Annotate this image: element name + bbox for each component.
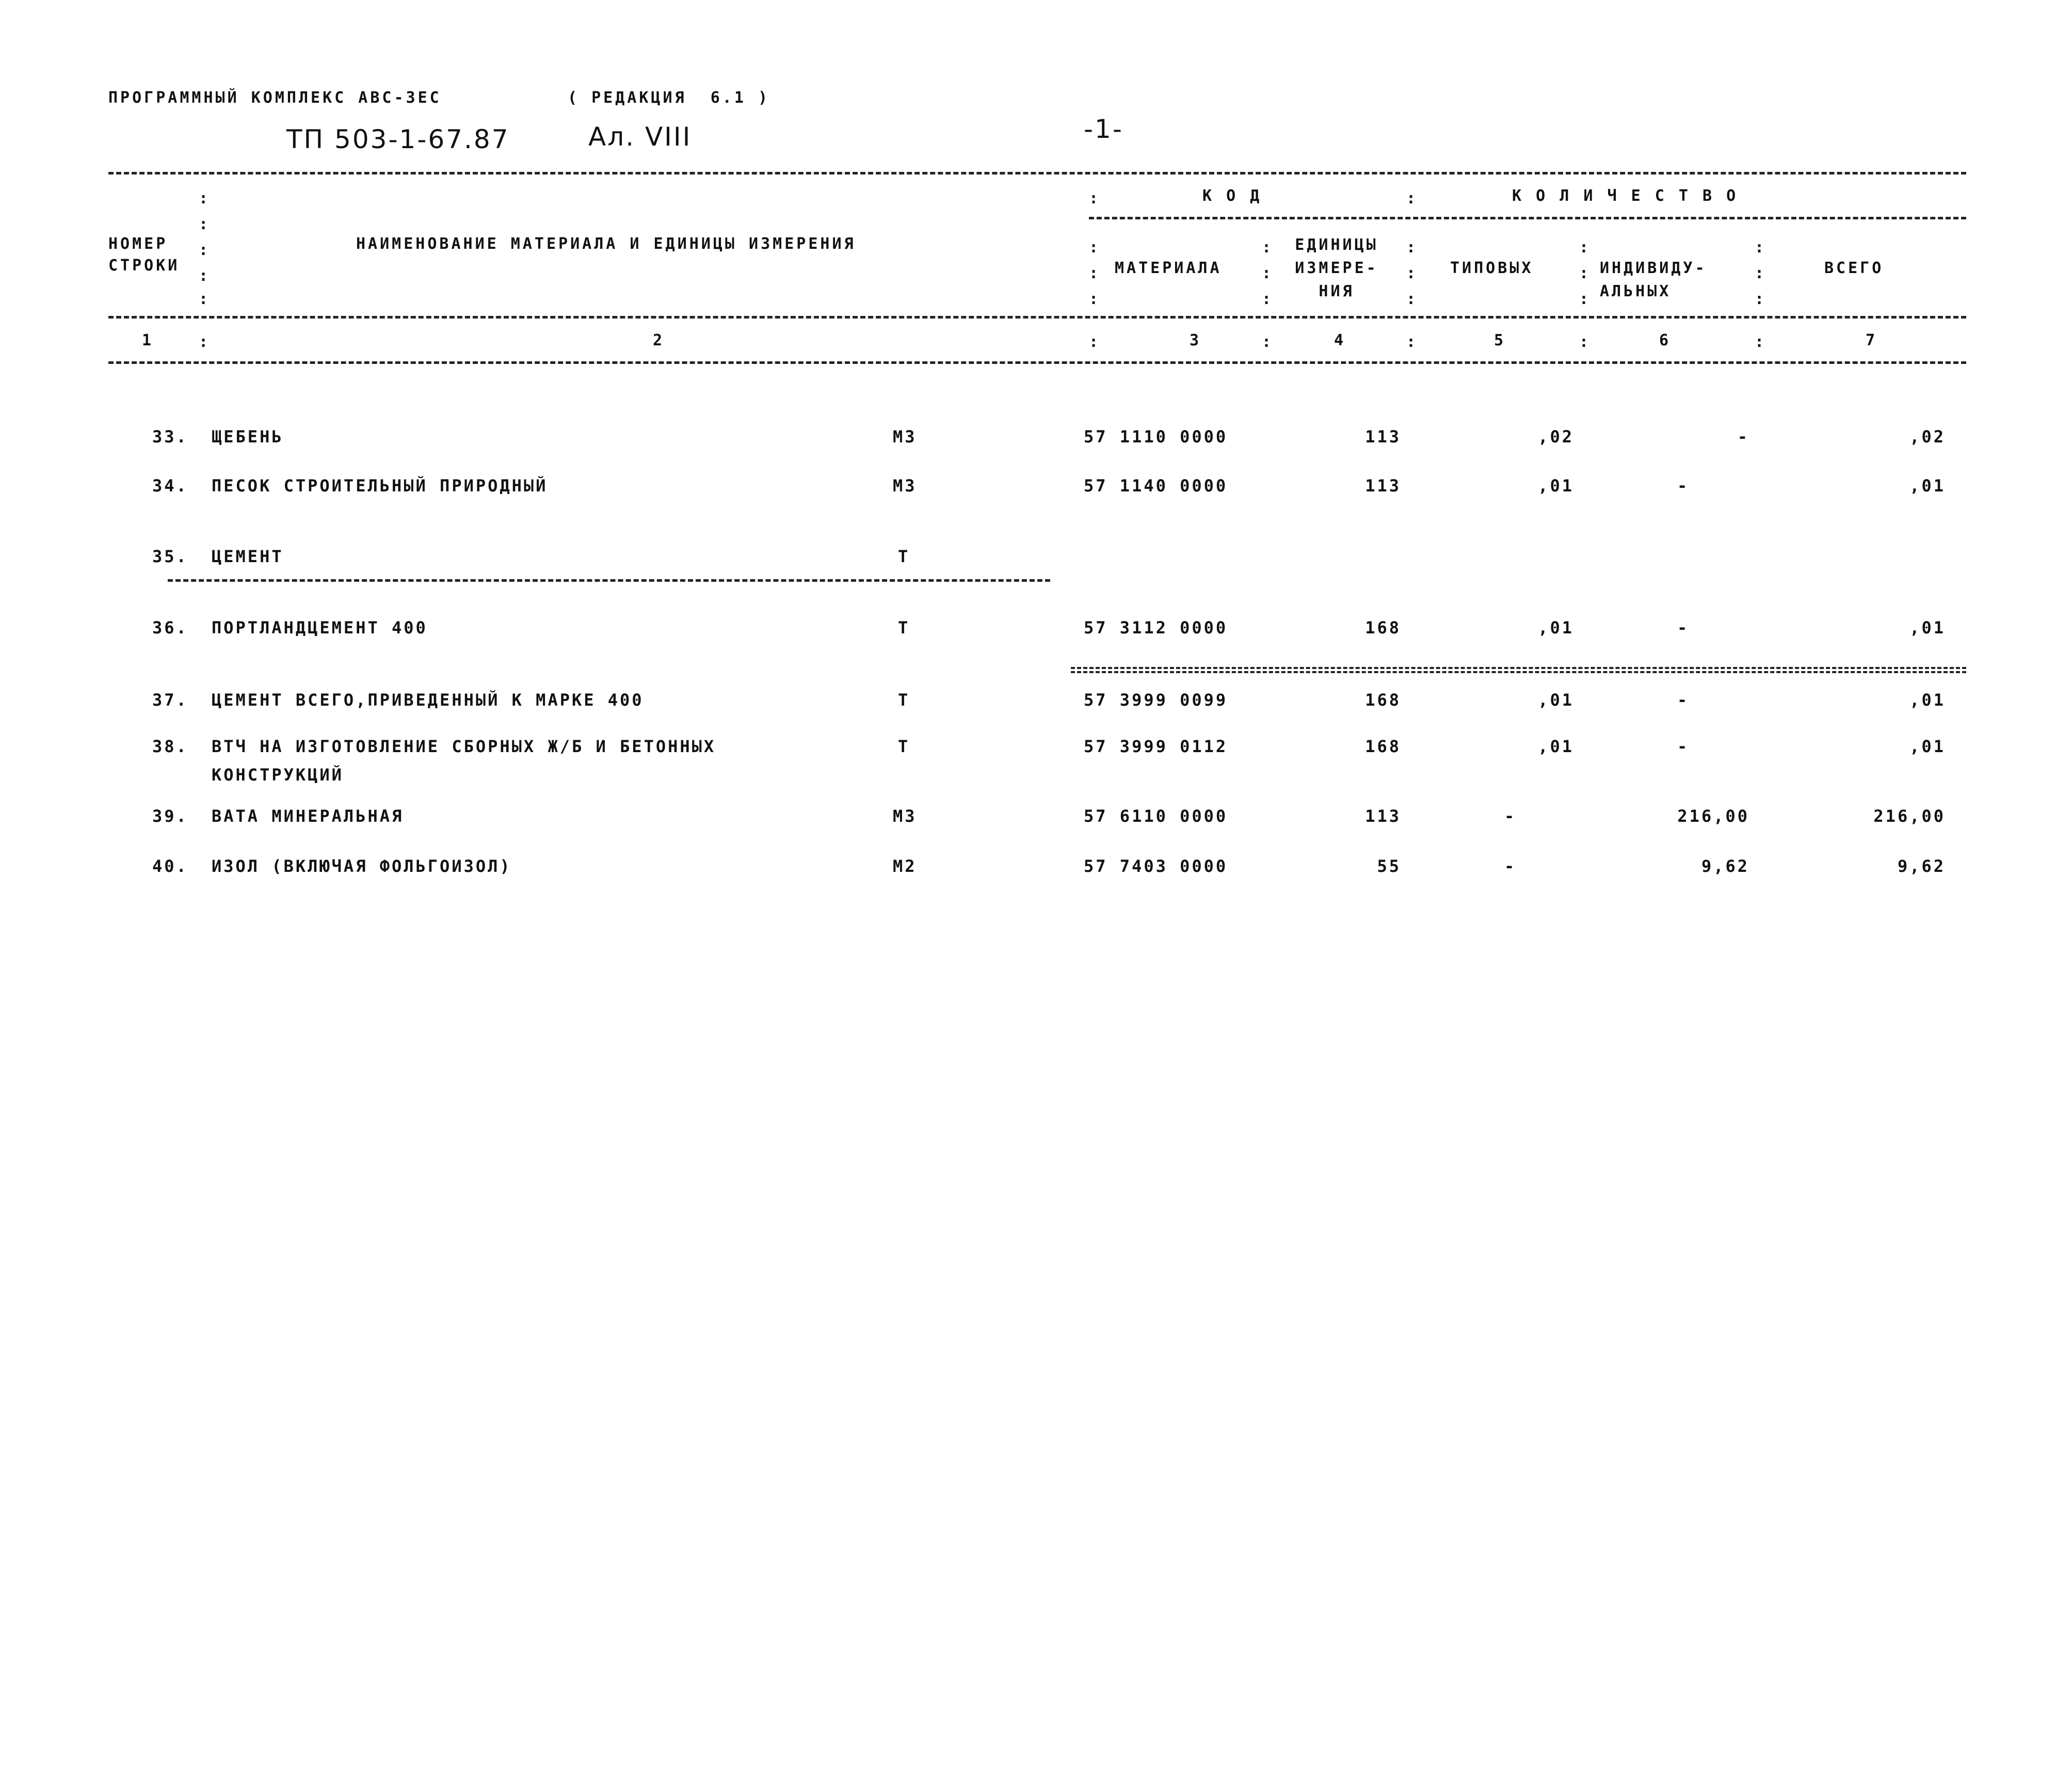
- qty-total: ,01: [1909, 737, 1946, 756]
- unit-code: 113: [1365, 427, 1401, 447]
- material-name: ВАТА МИНЕРАЛЬНАЯ: [212, 806, 404, 826]
- unit-code: 55: [1377, 856, 1401, 876]
- col-row-no-line1: НОМЕР: [108, 235, 168, 253]
- qty-total: ,01: [1909, 476, 1946, 496]
- qty-individual: 9,62: [1701, 856, 1749, 876]
- col-material: МАТЕРИАЛА: [1115, 259, 1222, 277]
- unit-of-measure: М3: [893, 476, 917, 496]
- page-number: -1-: [1084, 114, 1123, 144]
- program-title: ПРОГРАММНЫЙ КОМПЛЕКС АВС-3ЕС: [108, 89, 442, 107]
- rule-code-group: [1089, 217, 1966, 219]
- material-code: 57 6110 0000: [1084, 806, 1228, 826]
- rule-numbers-bottom: [108, 361, 1966, 364]
- material-code: 57 1140 0000: [1084, 476, 1228, 496]
- unit-code: 168: [1365, 690, 1401, 710]
- edition-label: ( РЕДАКЦИЯ 6.1 ): [568, 89, 770, 107]
- material-name: ИЗОЛ (ВКЛЮЧАЯ ФОЛЬГОИЗОЛ): [212, 856, 512, 876]
- row-number: 39.: [152, 806, 188, 826]
- col-unit-line3: НИЯ: [1319, 282, 1355, 300]
- col-number-5: 5: [1494, 331, 1506, 349]
- qty-typical: ,01: [1538, 690, 1574, 710]
- unit-code: 113: [1365, 476, 1401, 496]
- qty-individual: -: [1677, 737, 1690, 756]
- qty-typical: -: [1504, 806, 1517, 826]
- col-number-6: 6: [1659, 331, 1672, 349]
- row-number: 38.: [152, 737, 188, 756]
- col-code-group: К О Д: [1202, 187, 1262, 205]
- col-number-1: 1: [142, 331, 154, 349]
- rule-header-bottom: [108, 316, 1966, 318]
- rule-double-separator: [1071, 667, 1966, 673]
- row-number: 34.: [152, 476, 188, 496]
- col-individual-line1: ИНДИВИДУ-: [1600, 259, 1707, 277]
- qty-individual: -: [1677, 476, 1690, 496]
- material-name: ПЕСОК СТРОИТЕЛЬНЫЙ ПРИРОДНЫЙ: [212, 476, 548, 496]
- material-name: ПОРТЛАНДЦЕМЕНТ 400: [212, 618, 428, 638]
- qty-typical: -: [1504, 856, 1517, 876]
- material-name: ЦЕМЕНТ ВСЕГО,ПРИВЕДЕННЫЙ К МАРКЕ 400: [212, 690, 644, 710]
- unit-of-measure: Т: [898, 618, 910, 638]
- qty-typical: ,01: [1538, 737, 1574, 756]
- unit-code: 168: [1365, 618, 1401, 638]
- unit-of-measure: Т: [898, 547, 910, 566]
- col-number-4: 4: [1334, 331, 1346, 349]
- unit-code: 113: [1365, 806, 1401, 826]
- unit-of-measure: М3: [893, 806, 917, 826]
- col-number-3: 3: [1190, 331, 1202, 349]
- material-name: ВТЧ НА ИЗГОТОВЛЕНИЕ СБОРНЫХ Ж/Б И БЕТОННЫХ: [212, 737, 716, 756]
- qty-total: ,01: [1909, 690, 1946, 710]
- qty-total: 9,62: [1897, 856, 1946, 876]
- col-number-7: 7: [1866, 331, 1878, 349]
- rule-cement-group: [168, 579, 1050, 582]
- col-unit-line2: ИЗМЕРЕ-: [1295, 259, 1378, 277]
- qty-individual: -: [1677, 690, 1690, 710]
- unit-of-measure: Т: [898, 690, 910, 710]
- row-number: 37.: [152, 690, 188, 710]
- unit-of-measure: М2: [893, 856, 917, 876]
- row-number: 35.: [152, 547, 188, 566]
- material-code: 57 7403 0000: [1084, 856, 1228, 876]
- material-code: 57 3999 0099: [1084, 690, 1228, 710]
- col-individual-line2: АЛЬНЫХ: [1600, 282, 1672, 300]
- material-name: ЦЕМЕНТ: [212, 547, 284, 566]
- qty-typical: ,02: [1538, 427, 1574, 447]
- material-name-continued: КОНСТРУКЦИЙ: [212, 765, 344, 785]
- material-name: ЩЕБЕНЬ: [212, 427, 284, 447]
- col-qty-group: К О Л И Ч Е С Т В О: [1512, 187, 1739, 205]
- qty-individual: -: [1677, 618, 1690, 638]
- unit-of-measure: Т: [898, 737, 910, 756]
- row-number: 36.: [152, 618, 188, 638]
- material-code: 57 3112 0000: [1084, 618, 1228, 638]
- material-code: 57 3999 0112: [1084, 737, 1228, 756]
- unit-of-measure: М3: [893, 427, 917, 447]
- qty-total: 216,00: [1873, 806, 1946, 826]
- sheet-number: Ал. VIII: [588, 122, 692, 152]
- row-number: 33.: [152, 427, 188, 447]
- qty-individual: 216,00: [1677, 806, 1749, 826]
- material-code: 57 1110 0000: [1084, 427, 1228, 447]
- col-name: НАИМЕНОВАНИЕ МАТЕРИАЛА И ЕДИНИЦЫ ИЗМЕРЕНИЯ: [356, 235, 856, 253]
- col-typical: ТИПОВЫХ: [1450, 259, 1534, 277]
- qty-total: ,01: [1909, 618, 1946, 638]
- col-number-2: 2: [653, 331, 665, 349]
- qty-individual: -: [1737, 427, 1749, 447]
- qty-total: ,02: [1909, 427, 1946, 447]
- row-number: 40.: [152, 856, 188, 876]
- qty-typical: ,01: [1538, 618, 1574, 638]
- col-unit-line1: ЕДИНИЦЫ: [1295, 236, 1378, 254]
- qty-typical: ,01: [1538, 476, 1574, 496]
- document-code: ТП 503-1-67.87: [286, 124, 510, 154]
- col-total: ВСЕГО: [1824, 259, 1884, 277]
- col-row-no-line2: СТРОКИ: [108, 257, 180, 275]
- unit-code: 168: [1365, 737, 1401, 756]
- rule-top: [108, 172, 1966, 174]
